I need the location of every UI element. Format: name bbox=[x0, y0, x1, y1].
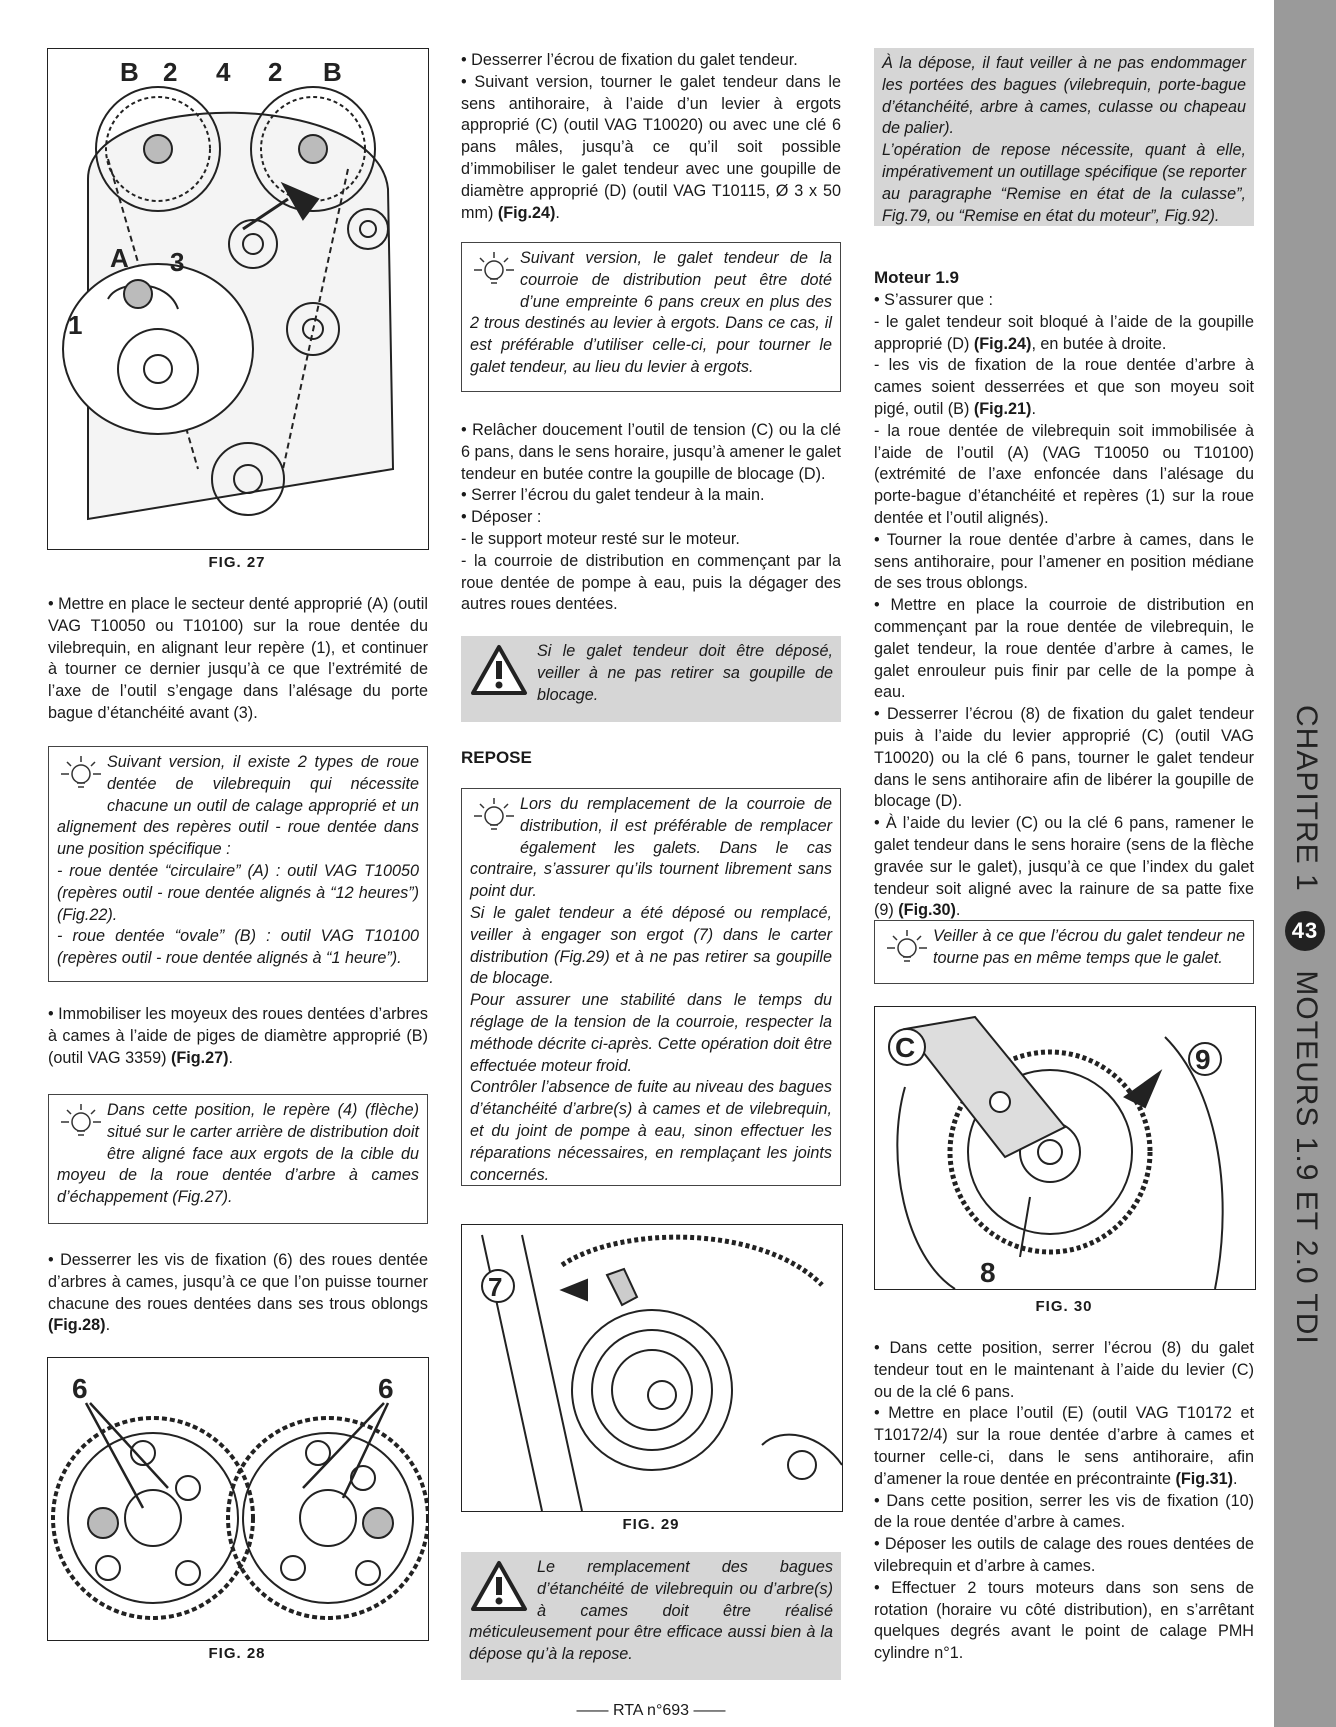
figure-27 bbox=[47, 48, 429, 550]
col1-text-block-2 bbox=[48, 1004, 428, 1069]
col1-tip-2-text: Dans cette position, le repère (4) (flèche) situé sur le carter arrière de distribution doit être aligné face aux ergots de la cible du moyeu de la roue dentée d’arbre à cames d’échappement (Fig.27). bbox=[57, 1101, 419, 1207]
col2-paragraph-4: • Serrer l’écrou du galet tendeur à la main. bbox=[461, 486, 765, 505]
col1-tip-box-2 bbox=[48, 1094, 428, 1224]
col2-paragraph-2: • Suivant version, tourner le galet tendeur dans le sens antihoraire, à l’aide d’un levier à ergots approprié (C) (outil VAG T10020) ou avec une clé 6 pans mâles, jusqu’à ce qu’il soit possible d’immobiliser le galet tendeur avec une goupille de diamètre approprié (D) (outil VAG T10115, Ø 3 x 50 mm) (Fig.24). bbox=[461, 72, 841, 222]
col3-paragraph-10: • Mettre en place l’outil (E) (outil VAG T10172 et T10172/4) sur la roue dentée d’arbre à cames et tourner celle-ci, dans le sens antihoraire, afin d’amener la roue dentée en précontrainte (Fig.31). bbox=[874, 1404, 1254, 1488]
warning-icon bbox=[469, 643, 529, 699]
col1-paragraph-3: • Desserrer les vis de fixation (6) des roues dentée d’arbres à cames, jusqu’à ce que l’on puisse tourner chacune des roues dentées dans ses trous oblongs (Fig.28). bbox=[48, 1251, 428, 1335]
page-number-badge: 43 bbox=[1285, 911, 1325, 951]
col1-paragraph-1: • Mettre en place le secteur denté approprié (A) (outil VAG T10050 ou T10100) sur la roue dentée du vilebrequin, en alignant leur repère (1), et continuer à tourner ce dernier jusqu’à ce que l’extrémité de l’axe de l’outil s’engage dans l’alésage du porte bague d’étanchéité avant (3). bbox=[48, 595, 428, 722]
lightbulb-icon bbox=[468, 248, 516, 292]
col2-warning-box-2 bbox=[461, 1552, 841, 1680]
fig30-label-9: 9 bbox=[1195, 1044, 1211, 1075]
col2-text-block-2 bbox=[461, 420, 841, 616]
figure-30 bbox=[874, 1006, 1256, 1290]
col2-paragraph-3: • Relâcher doucement l’outil de tension (C) ou la clé 6 pans, dans le sens horaire, jusqu’à amener le galet tendeur en butée contre la goupille de blocage (D). bbox=[461, 421, 841, 483]
col3-grey-note bbox=[874, 48, 1254, 226]
fig-ref-24: (Fig.24) bbox=[497, 203, 556, 222]
col3-tip-1-text: Veiller à ce que l’écrou du galet tendeur ne tourne pas en même temps que le galet. bbox=[933, 927, 1245, 967]
lightbulb-icon bbox=[881, 926, 929, 970]
fig27-label-3: 3 bbox=[170, 247, 185, 277]
fig29-label-7: 7 bbox=[488, 1272, 503, 1302]
col3-text-block-1 bbox=[874, 290, 1254, 922]
col2-paragraph-1: • Desserrer l’écrou de fixation du galet tendeur. bbox=[461, 51, 798, 69]
col1-text-block-3 bbox=[48, 1250, 428, 1337]
warning-icon bbox=[469, 1559, 529, 1615]
lightbulb-icon bbox=[55, 752, 103, 796]
col1-tip-1-line-2: - roue dentée “circulaire” (A) : outil VAG T10050 (repères outil - roue dentée alignés à “12 heures”) (Fig.22). bbox=[57, 861, 419, 924]
fig-ref-27: (Fig.27) bbox=[170, 1048, 229, 1067]
section-title: MOTEURS 1.9 ET 2.0 TDI bbox=[1290, 970, 1324, 1345]
col2-warning-box-1 bbox=[461, 636, 841, 722]
col3-paragraph-3: - les vis de fixation de la roue dentée d’arbre à cames soient desserrées et que son moyeu soit pigé, outil (B) (Fig.21). bbox=[874, 356, 1254, 418]
figure-29-caption: FIG. 29 bbox=[622, 1516, 680, 1533]
col1-text-block-1 bbox=[48, 594, 428, 725]
col2-warning-1-text: Si le galet tendeur doit être déposé, veiller à ne pas retirer sa goupille de blocage. bbox=[537, 642, 833, 704]
fig27-label-4: 4 bbox=[216, 57, 231, 87]
heading-repose: REPOSE bbox=[461, 748, 532, 767]
fig27-label-B-left: B bbox=[120, 57, 139, 87]
page-footer: —— RTA n°693 —— bbox=[576, 1702, 726, 1719]
fig-ref-28: (Fig.28) bbox=[48, 1316, 106, 1335]
col3-paragraph-12: • Déposer les outils de calage des roues dentées de vilebrequin et d’arbre à cames. bbox=[874, 1535, 1254, 1575]
col2-warning-2-text: Le remplacement des bagues d’étanchéité de vilebrequin ou d’arbre(s) à cames doit être réalisé méticuleusement pour être efficace aussi bien à la dépose qu’à la repose. bbox=[469, 1558, 833, 1664]
chapter-title: CHAPITRE 1 bbox=[1290, 705, 1324, 892]
col2-paragraph-5: • Déposer : bbox=[461, 508, 542, 527]
tensioner-lever-diagram-fig30 bbox=[875, 1007, 1255, 1289]
col2-tip-2-para-1: Lors du remplacement de la courroie de distribution, il est préférable de remplacer également les galets. Dans le cas contraire, s’assurer qu’ils tournent librement sans point dur. bbox=[470, 795, 832, 901]
col3-tip-box-1 bbox=[874, 920, 1254, 984]
col3-text-block-2 bbox=[874, 1338, 1254, 1665]
figure-29 bbox=[461, 1224, 843, 1512]
chapter-label bbox=[1285, 705, 1325, 1345]
col3-paragraph-13: • Effectuer 2 tours moteurs dans son sens de rotation (horaire vu côté distribution), en s’arrêtant quelques degrés avant le point de calage PMH cylindre n°1. bbox=[874, 1578, 1254, 1663]
col3-paragraph-8: • À l’aide du levier (C) ou la clé 6 pans, ramener le galet tendeur dans le sens horaire (sens de la flèche gravée sur le galet), jusqu’à ce que l’index du galet tendeur soit aligné avec la rainure de sa patte fixe (9) (Fig.30). bbox=[874, 814, 1254, 920]
fig27-label-2-right: 2 bbox=[268, 57, 283, 87]
col2-tip-box-1 bbox=[461, 242, 841, 392]
col3-paragraph-5: • Tourner la roue dentée d’arbre à cames, dans le sens antihoraire, pour l’amener en position médiane de ses trous oblongs. bbox=[874, 530, 1254, 593]
col3-paragraph-1: • S’assurer que : bbox=[874, 291, 994, 309]
col3-paragraph-6: • Mettre en place la courroie de distribution en commençant par la roue dentée de vilebrequin, le galet tendeur, la roue dentée d’arbre à cames, le galet enrouleur puis finir par celle de la pompe à eau. bbox=[874, 596, 1254, 702]
col3-paragraph-2: - le galet tendeur soit bloqué à l’aide de la goupille approprié (D) (Fig.24), en butée à droite. bbox=[874, 312, 1254, 353]
figure-28 bbox=[47, 1357, 429, 1641]
col1-tip-1-line-1: Suivant version, il existe 2 types de roue dentée de vilebrequin qui nécessite chacune un outil de calage approprié et un alignement des repères outil - roue dentée dans une position spécifique : bbox=[57, 753, 419, 859]
fig30-label-C: C bbox=[895, 1032, 916, 1063]
col2-tip-2-para-2: Si le galet tendeur a été déposé ou remplacé, veiller à engager son ergot (7) dans le carter distribution (Fig.29) et à ne pas retirer sa goupille de blocage. bbox=[470, 903, 832, 988]
col3-paragraph-9: • Dans cette position, serrer l’écrou (8) du galet tendeur tout en le maintenant à l’aide du levier (C) ou de la clé 6 pans. bbox=[874, 1339, 1254, 1401]
col3-paragraph-7: • Desserrer l’écrou (8) de fixation du galet tendeur puis à l’aide du levier approprié (C) (outil VAG T10020) ou la clé 6 pans, tourner le galet tendeur dans le sens antihoraire afin de libérer la goupille de blocage (D). bbox=[874, 705, 1254, 811]
col2-tip-box-2 bbox=[461, 788, 841, 1186]
fig27-label-B-right: B bbox=[323, 57, 342, 87]
heading-moteur-1-9: Moteur 1.9 bbox=[874, 268, 960, 287]
fig27-label-1: 1 bbox=[68, 310, 83, 340]
camshaft-gears-diagram-fig28 bbox=[48, 1358, 428, 1640]
col2-paragraph-6: - le support moteur resté sur le moteur. bbox=[461, 529, 740, 548]
col2-tip-2-para-3: Pour assurer une stabilité dans le temps du réglage de la tension de la courroie, respecter la méthode décrite ci-après. Cette opération doit être effectuée moteur froid. bbox=[470, 991, 832, 1075]
col1-tip-box-1 bbox=[48, 746, 428, 982]
tensioner-diagram-fig29 bbox=[462, 1225, 842, 1511]
fig28-label-6-left: 6 bbox=[72, 1373, 88, 1404]
col1-tip-1-line-3: - roue dentée “ovale” (B) : outil VAG T10100 (repères outil - roue dentée alignés à “1 heure”). bbox=[57, 927, 419, 968]
col1-paragraph-2: • Immobiliser les moyeux des roues dentées d’arbres à cames à l’aide de piges de diamètre approprié (B) (outil VAG 3359) (Fig.27). bbox=[48, 1005, 428, 1067]
fig-ref-31: (Fig.31) bbox=[1175, 1469, 1234, 1488]
fig-ref-21: (Fig.21) bbox=[973, 399, 1032, 418]
col2-tip-1-text: Suivant version, le galet tendeur de la courroie de distribution peut être doté d’une empreinte 6 pans creux en plus des 2 trous destinés au levier à ergots. Dans ce cas, il est préférable d’utiliser celle-ci, pour tourner le galet tendeur, au lieu du levier à ergots. bbox=[470, 249, 832, 376]
fig-ref-30: (Fig.30) bbox=[898, 901, 956, 920]
fig30-label-8: 8 bbox=[980, 1257, 996, 1288]
figure-28-caption: FIG. 28 bbox=[208, 1645, 266, 1662]
footer-text: RTA n°693 bbox=[612, 1702, 690, 1719]
timing-belt-diagram-fig27 bbox=[48, 49, 428, 549]
col3-grey-note-para-1: À la dépose, il faut veiller à ne pas endommager les portées des bagues (vilebrequin, porte-bague d’étanchéité, arbre à cames, culasse ou chapeau de palier). bbox=[882, 54, 1246, 138]
fig-ref-24b: (Fig.24) bbox=[973, 334, 1032, 353]
figure-30-caption: FIG. 30 bbox=[1035, 1298, 1093, 1315]
lightbulb-icon bbox=[468, 794, 516, 838]
fig27-label-A: A bbox=[110, 243, 129, 273]
col2-paragraph-7: - la courroie de distribution en commençant par la roue dentée de pompe à eau, puis la dégager des autres roues dentées. bbox=[461, 551, 841, 614]
col2-tip-2-para-4: Contrôler l’absence de fuite au niveau des bagues d’étanchéité d’arbre(s) à cames et de vilebrequin, et du joint de pompe à eau, sinon effectuer les réparations nécessaires, en remplaçant les joints concernés. bbox=[470, 1078, 832, 1184]
lightbulb-icon bbox=[55, 1100, 103, 1144]
figure-27-caption: FIG. 27 bbox=[208, 554, 266, 571]
fig28-label-6-right: 6 bbox=[378, 1373, 394, 1404]
col3-paragraph-4: - la roue dentée de vilebrequin soit immobilisée à l’aide de l’outil (A) (VAG T10050 ou T10100) (extrémité de l’axe enfoncée dans l’alésage du porte-bague d’étanchéité et repères (1) sur la roue dentée et l’outil alignés). bbox=[874, 421, 1254, 527]
fig27-label-2-left: 2 bbox=[163, 57, 178, 87]
col3-grey-note-para-2: L’opération de repose nécessite, quant à elle, impérativement un outillage spécifique (se reporter au paragraphe “Remise en état de la culasse”, Fig.79, ou “Remise en état du moteur”, Fig.92). bbox=[882, 141, 1246, 225]
col2-text-block-1 bbox=[461, 50, 841, 224]
col3-paragraph-11: • Dans cette position, serrer les vis de fixation (10) de la roue dentée d’arbre à cames. bbox=[874, 1491, 1254, 1532]
